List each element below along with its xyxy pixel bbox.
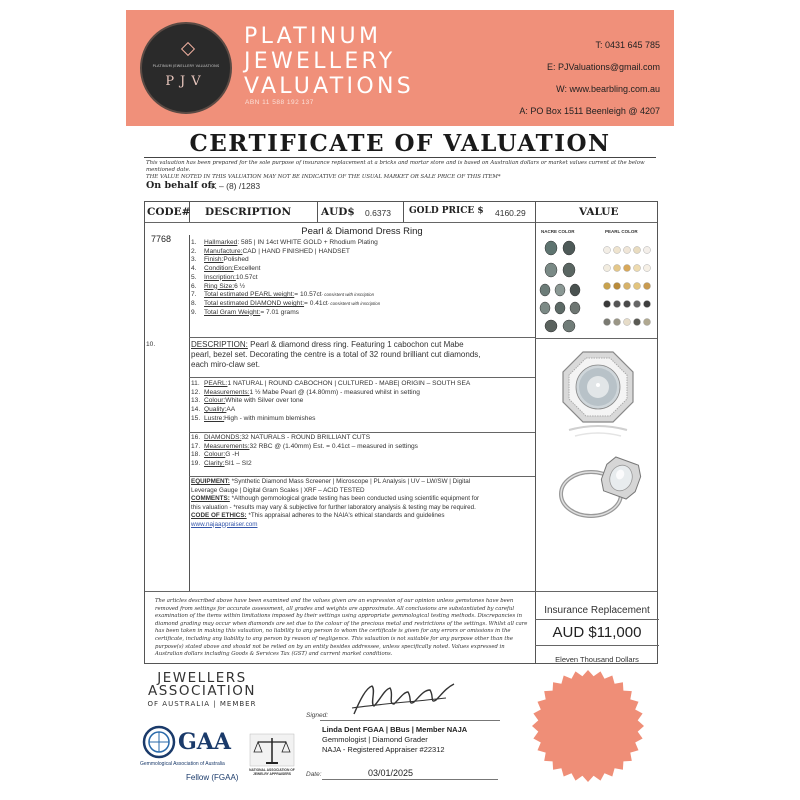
pearl-spec-row — [191, 397, 470, 406]
diamond-spec-row — [191, 434, 418, 443]
spec-label: Manufacture: — [204, 247, 243, 255]
insurance-label: Insurance Replacement — [544, 605, 650, 616]
spec-row — [191, 274, 380, 283]
spec-value: Polished — [223, 256, 249, 264]
pearl-color-chart — [537, 238, 655, 334]
pearl-spec-number: 14. — [191, 406, 201, 414]
pearl-spec-label: Colour: — [204, 397, 226, 405]
spec-row — [191, 265, 380, 274]
seal-stamp — [530, 668, 646, 784]
signer-title: Gemmologist | Diamond Grader — [322, 735, 428, 744]
intro-text — [146, 160, 666, 181]
spec-list — [191, 239, 380, 317]
logo-initials: PJV — [165, 74, 207, 89]
spec-left-border — [189, 235, 190, 591]
aud-value: 0.6373 — [365, 208, 391, 218]
date-label: Date: — [306, 771, 322, 778]
ja-line2: ASSOCIATION — [147, 683, 257, 699]
spec-number: 3. — [191, 256, 197, 264]
spec-label: Condition: — [204, 265, 234, 273]
gaa-fellow: Fellow (FGAA) — [186, 773, 239, 782]
spec-value: 6 ½ — [234, 282, 246, 290]
pearl-spec-number: 13. — [191, 397, 201, 405]
gaa-text: GAA — [178, 729, 231, 755]
comments-text: *Although gemmological grade testing has been conducted using scientific equipment for this valuation - *results may vary & subjective for further laboratory analysis & testing may be required. — [191, 495, 480, 511]
contact-phone: T: 0431 645 785 — [595, 40, 660, 50]
spec-number: 4. — [191, 265, 197, 273]
equipment-label: EQUIPMENT: — [191, 478, 230, 485]
spec-note: - consistent with inscription — [327, 300, 381, 306]
ethics-label: CODE OF ETHICS: — [191, 512, 247, 519]
comments-label: COMMENTS: — [191, 495, 230, 502]
image-divider-1 — [535, 338, 657, 339]
company-name-line3: VALUATIONS — [244, 74, 414, 99]
gold-col-divider — [403, 202, 404, 222]
pearl-spec-value: High - with minimum blemishes — [224, 414, 316, 422]
pearl-spec-value: 1 NATURAL | ROUND CABOCHON | CULTURED - MABE| ORIGIN – SOUTH SEA — [227, 380, 471, 387]
diamond-spec-value: 32 RBC @ (1.40mm) Est. = 0.41ct – measured in settings — [249, 442, 418, 450]
spec-label: Total estimated PEARL weight: — [204, 291, 295, 299]
company-name-line2: JEWELLERY — [244, 49, 396, 74]
spec-row — [191, 256, 380, 265]
insurance-replacement-box — [535, 598, 659, 664]
spec-value: = 10.57ct — [294, 291, 322, 299]
diamond-spec-label: Clarity: — [204, 460, 225, 468]
spec-row — [191, 309, 380, 318]
diamond-spec-row — [191, 460, 418, 469]
spec-value: CAD | HAND FINISHED | HANDSET — [242, 247, 350, 255]
diamond-spec-label: Colour: — [204, 451, 226, 459]
ethics-text: *This appraisal adheres to the NAIA's ethical standards and guidelines — [246, 512, 445, 519]
header-divider — [145, 222, 657, 223]
contact-email: E: PJValuations@gmail.com — [546, 62, 660, 72]
diamond-spec-value: 32 NATURALS - ROUND BRILLIANT CUTS — [241, 434, 371, 441]
signature-image — [350, 680, 460, 720]
pearl-color-label: PEARL COLOR — [605, 229, 638, 234]
logo-caption: PLATINUM JEWELLERY VALUATIONS — [152, 64, 220, 68]
spec-value: Excellent — [233, 265, 261, 273]
description-label: DESCRIPTION: — [191, 340, 248, 349]
insurance-value: AUD $11,000 — [552, 624, 642, 641]
pearl-spec-number: 15. — [191, 414, 201, 422]
signer-details — [322, 725, 467, 755]
intro-line1: This valuation has been prepared for the sole purpose of insurance replacement at a bricks and mortar store and is based on Australian dollars or market values current at the below mentioned date. — [146, 160, 645, 173]
spec-label: Ring Size: — [204, 282, 235, 290]
description-number: 10. — [146, 341, 156, 348]
gold-price-header: GOLD PRICE $ — [409, 206, 484, 216]
diamond-spec-row — [191, 443, 418, 452]
behalf-label: On behalf of: — [146, 180, 216, 191]
title-divider — [144, 157, 656, 158]
globe-icon — [142, 725, 176, 759]
abn-number: ABN 11 588 192 137 — [245, 99, 314, 106]
equipment-text: *Synthetic Diamond Mass Screener | Microscope | PL Analysis | UV – LW/SW | Digital Leverage Gauge | Digital Gram Scales | XRF – ACID TESTED — [191, 478, 471, 494]
spec-label: Inscription: — [204, 273, 236, 281]
company-name — [244, 24, 414, 99]
naja-website-link[interactable]: www.najaappraiser.com — [191, 520, 258, 528]
item-description — [146, 340, 481, 370]
value-header: VALUE — [579, 206, 619, 218]
spec-number: 7. — [191, 291, 197, 299]
pearl-spec-number: 12. — [191, 388, 201, 396]
insurance-divider — [535, 619, 659, 620]
spec-row — [191, 239, 380, 248]
spec-value: 10.57ct — [235, 273, 258, 281]
letterhead — [126, 10, 674, 126]
spec-label: Hallmarked — [204, 239, 238, 246]
diamond-spec-number: 18. — [191, 451, 201, 459]
pearl-spec-row — [191, 389, 470, 398]
date-line — [322, 779, 498, 780]
spec-number: 8. — [191, 299, 197, 307]
ja-line3: OF AUSTRALIA | MEMBER — [147, 700, 257, 708]
pearl-spec-label: Lustre: — [204, 414, 225, 422]
spec-label: Total Gram Weight: — [204, 308, 261, 316]
company-name-line1: PLATINUM — [244, 24, 382, 49]
pearl-spec-row — [191, 415, 470, 424]
diamond-list — [191, 434, 418, 469]
diamond-spec-value: G -H — [225, 451, 240, 459]
aud-header: AUD$ — [321, 206, 355, 218]
spec-divider-2 — [189, 377, 535, 378]
aud-col-divider — [317, 202, 318, 222]
spec-row — [191, 300, 380, 309]
ja-line1: JEWELLERS — [157, 670, 247, 686]
item-code: 7768 — [151, 234, 172, 244]
intro-line2: THE VALUE NOTED IN THIS VALUATION MAY NOT BE INDICATIVE OF THE USUAL MARKET OR SALE PRICE OF THIS ITEM* — [146, 174, 501, 180]
spec-row — [191, 283, 380, 292]
ring-side-view-photo — [555, 452, 651, 528]
spec-row — [191, 291, 380, 300]
diamond-icon — [181, 42, 195, 56]
code-header: CODE# — [147, 206, 191, 218]
pearl-spec-label: PEARL: — [204, 380, 228, 387]
spec-row — [191, 248, 380, 257]
spec-label: Total estimated DIAMOND weight: — [204, 299, 305, 307]
spec-value: = 0.41ct — [304, 299, 328, 307]
pearl-spec-value: AA — [226, 406, 236, 414]
naja-caption: NATIONAL ASSOCIATION OF JEWELRY APPRAISERS — [249, 768, 295, 776]
valuation-table — [144, 201, 658, 664]
certificate-title: CERTIFICATE OF VALUATION — [189, 130, 611, 157]
footer-divider — [145, 591, 657, 592]
signed-label: Signed: — [306, 712, 329, 719]
spec-divider-1 — [189, 337, 535, 338]
spec-divider-3 — [189, 432, 535, 433]
diamond-spec-number: 17. — [191, 442, 201, 450]
spec-label: Finish: — [204, 256, 224, 264]
pearl-spec-number: 11. — [191, 380, 200, 387]
contact-address: A: PO Box 1511 Beenleigh @ 4207 — [519, 106, 660, 116]
description-text: Pearl & diamond dress ring. Featuring 1 cabochon cut Mabe pearl, bezel set. Decorating the centre is a total of 32 round brilliant cut diamonds, each miro-claw set. — [191, 340, 481, 369]
gold-price-value: 4160.29 — [495, 208, 526, 218]
pearl-spec-row — [191, 380, 470, 389]
insurance-value-words: Eleven Thousand Dollars — [555, 655, 639, 664]
signer-registration: NAJA - Registered Appraiser #22312 — [322, 745, 445, 754]
disclaimer-text: The articles described above have been examined and the values given are an expression of our opinion unless gemstones have been removed from settings for accurate assessment, all grades and weights are approximate. All conclusions are substantiated by careful examination of the items within limitations imposed by their settings using appropriate gemmological testing methods. Discrepancies in diamond grading may occur when diamonds are set due to the colour of the precious metal and restrictions of the settings. Whilst all care has been taken in making this valuation, no liability to any person to whom the certificate is given for any errors or omissions in the certificate, including any liability to any person by reason of negligence. This valuation is not suitable for any purpose other than the purpose(s) stated above and should not be relied on by an entity besides addressee, unless specifically noted. Values expressed in Australian dollars including Goods & Services Tax (GST) and current market conditions. — [155, 598, 528, 658]
spec-value: : 585 | IN 14ct WHITE GOLD + Rhodium Plating — [237, 239, 378, 246]
company-logo — [140, 22, 232, 114]
contact-details — [519, 34, 660, 122]
signature-line — [320, 720, 500, 721]
diamond-spec-row — [191, 451, 418, 460]
pearl-spec-value: White with Silver over tone — [225, 397, 304, 405]
ring-top-view-photo — [561, 350, 635, 442]
spec-number: 6. — [191, 282, 197, 290]
diamond-spec-label: DIAMONDS: — [204, 434, 242, 441]
item-title: Pearl & Diamond Dress Ring — [301, 226, 423, 237]
pearl-spec-value: 1 ½ Mabe Pearl @ (14.80mm) - measured whilst in setting — [249, 388, 420, 396]
diamond-spec-number: 16. — [191, 434, 201, 441]
spec-number: 2. — [191, 247, 197, 255]
description-header: DESCRIPTION — [205, 206, 292, 218]
behalf-value: K – (8) /1283 — [211, 181, 261, 191]
contact-website: W: www.bearbling.com.au — [556, 84, 660, 94]
signer-name: Linda Dent FGAA | BBus | Member NAJA — [322, 725, 468, 734]
diamond-spec-number: 19. — [191, 460, 201, 468]
pearl-spec-label: Measurements: — [204, 388, 250, 396]
value-col-divider — [535, 202, 536, 663]
date-value: 03/01/2025 — [368, 768, 414, 778]
insurance-divider-2 — [535, 645, 659, 646]
spec-note: - consistent with inscription — [321, 292, 375, 298]
spec-number: 5. — [191, 273, 197, 281]
spec-value: = 7.01 grams — [260, 308, 299, 316]
diamond-spec-label: Measurements: — [204, 442, 250, 450]
gaa-subtitle: Gemmological Association of Australia — [140, 761, 225, 767]
pearl-spec-label: Quality: — [204, 406, 227, 414]
jewellers-association-logo — [140, 672, 264, 708]
equipment-notes — [191, 478, 487, 529]
pearl-spec-row — [191, 406, 470, 415]
spec-divider-4 — [189, 476, 535, 477]
spec-number: 1. — [191, 239, 197, 246]
pearl-list — [191, 380, 470, 424]
diamond-spec-value: SI1 – SI2 — [224, 460, 252, 468]
spec-number: 9. — [191, 308, 197, 316]
nacre-color-label: NACRE COLOR — [541, 229, 575, 234]
